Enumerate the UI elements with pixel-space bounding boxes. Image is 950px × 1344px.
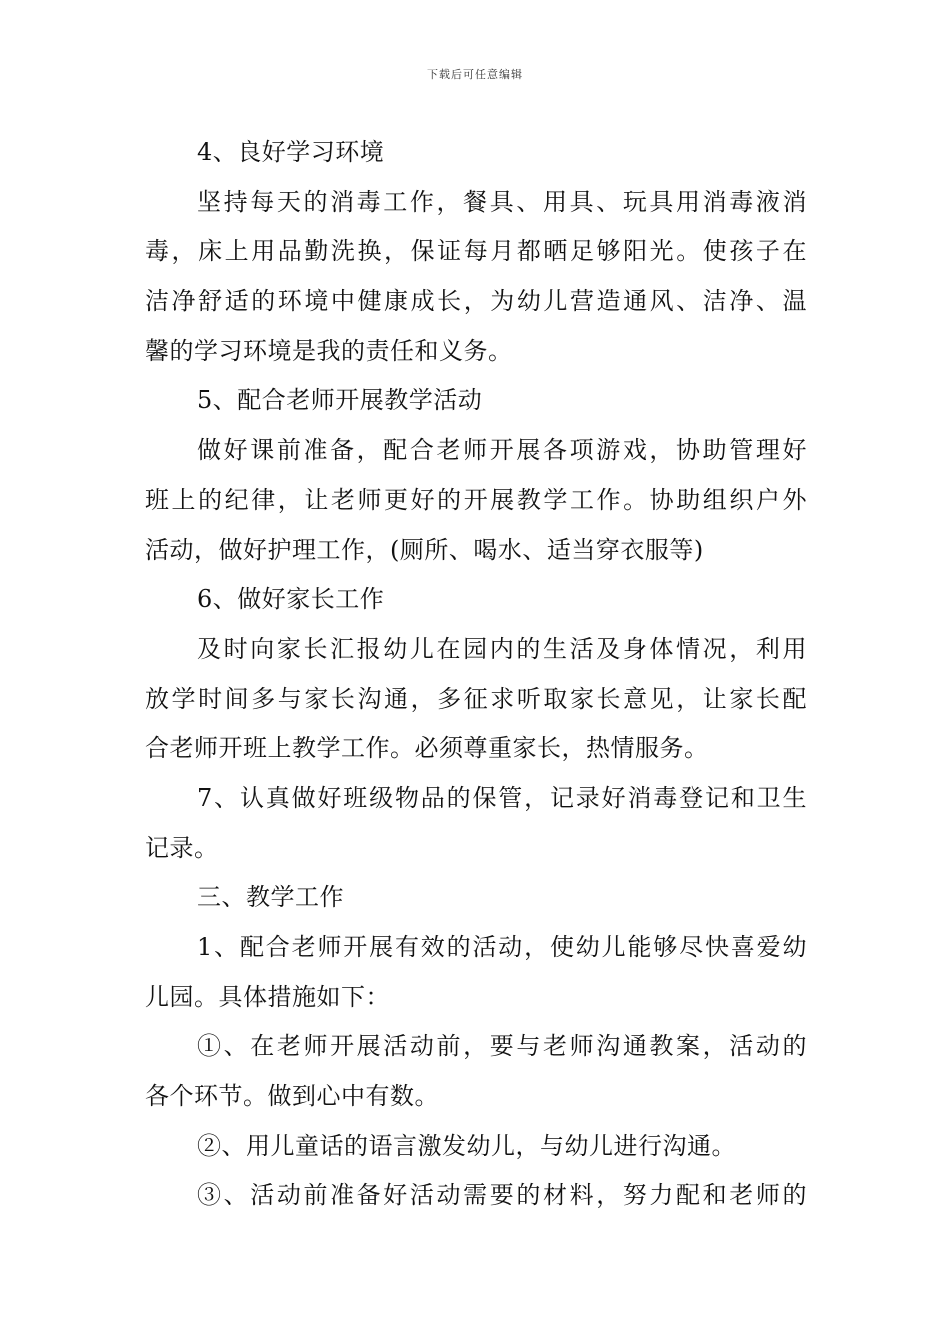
text-line: 做好课前准备，配合老师开展各项游戏，协助管理好 [197, 436, 807, 465]
text-line: 馨的学习环境是我的责任和义务。 [145, 336, 513, 365]
text-line: 毒，床上用品勤洗换，保证每月都晒足够阳光。使孩子在 [145, 237, 807, 266]
text-line: 合老师开班上教学工作。必须尊重家长，热情服务。 [145, 734, 709, 763]
text-line: 4、良好学习环境 [197, 138, 385, 166]
text-line: 放学时间多与家长沟通，多征求听取家长意见，让家长配 [145, 684, 807, 713]
text-line: 7、认真做好班级物品的保管，记录好消毒登记和卫生 [197, 783, 807, 812]
text-line: 活动，做好护理工作，(厕所、喝水、适当穿衣服等) [145, 535, 704, 564]
text-line: 坚持每天的消毒工作，餐具、用具、玩具用消毒液消 [197, 187, 807, 216]
text-line: 三、教学工作 [197, 883, 344, 912]
text-line: 5、配合老师开展教学活动 [197, 386, 483, 415]
text-line: 及时向家长汇报幼儿在园内的生活及身体情况，利用 [197, 634, 807, 663]
text-line: 6、做好家长工作 [197, 585, 385, 614]
document-body [145, 128, 807, 1221]
text-line: 1、配合老师开展有效的活动，使幼儿能够尽快喜爱幼 [197, 933, 807, 961]
text-line: 各个环节。做到心中有数。 [145, 1082, 439, 1111]
text-line: 班上的纪律，让老师更好的开展教学工作。协助组织户外 [145, 485, 807, 514]
text-line: ③、活动前准备好活动需要的材料，努力配和老师的 [197, 1181, 807, 1210]
text-line: ②、用儿童话的语言激发幼儿，与幼儿进行沟通。 [197, 1131, 736, 1160]
text-line: 洁净舒适的环境中健康成长，为幼儿营造通风、洁净、温 [145, 287, 807, 316]
text-line: 儿园。具体措施如下： [145, 982, 390, 1011]
text-line: 记录。 [145, 833, 219, 862]
header-note: 下载后可任意编辑 [427, 68, 523, 81]
text-line: ①、在老师开展活动前，要与老师沟通教案，活动的 [197, 1032, 807, 1061]
